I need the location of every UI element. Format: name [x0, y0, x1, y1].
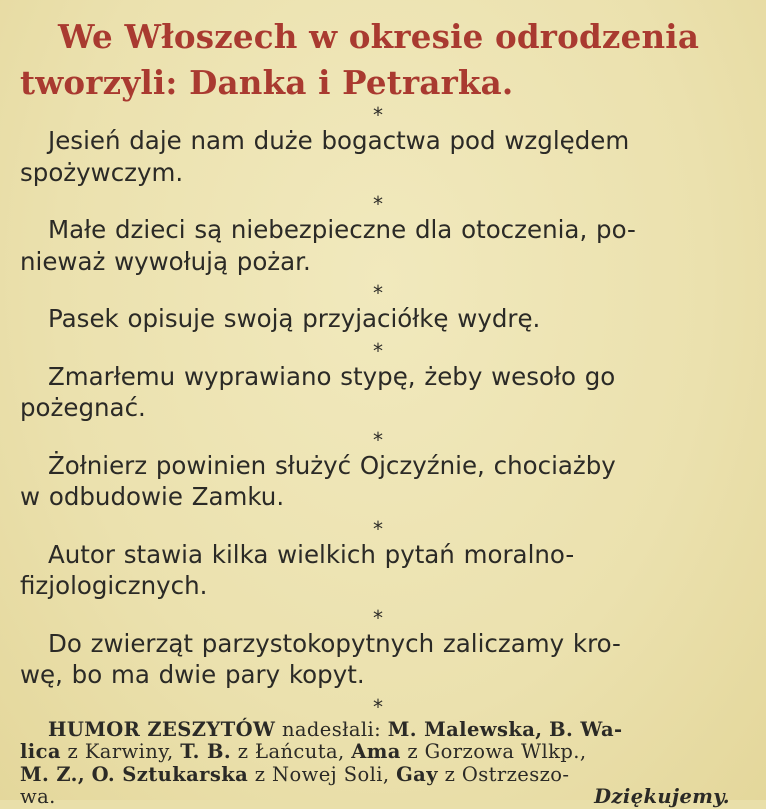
entry-line: wę, bo ma dwie pary kopyt.	[20, 660, 365, 689]
credits-line-4	[20, 786, 736, 809]
entry-line: w odbudowie Zamku.	[20, 482, 285, 511]
credits-line-2	[20, 741, 736, 764]
credits-name: B. Wa-	[549, 717, 623, 741]
separator-asterisk: *	[373, 192, 383, 216]
entry-line: Jesień daje nam duże bogactwa pod względem	[48, 126, 630, 155]
separator-asterisk: *	[373, 338, 383, 363]
credits-text: z Karwiny,	[67, 740, 174, 763]
credits-label: HUMOR ZESZYTÓW	[48, 717, 276, 741]
credits-name: M. Malewska,	[387, 717, 543, 741]
entry-line: Autor stawia kilka wielkich pytań moralno-	[48, 539, 575, 569]
entry-6	[20, 539, 736, 602]
credits-text: z Ostrzeszo-	[444, 762, 570, 786]
entry-line: pożegnać.	[20, 393, 146, 422]
credits-text: wa.	[20, 785, 56, 808]
separator-asterisk: *	[373, 281, 383, 305]
credits-line-3	[20, 764, 736, 787]
heading-line-1: We Włoszech w okresie odrodzenia	[58, 17, 700, 56]
entry-line: Pasek opisuje swoją przyjaciółkę wydrę.	[48, 304, 541, 333]
credits-name: lica	[20, 740, 61, 763]
credits-text: z Nowej Soli,	[254, 762, 390, 786]
entry-2	[20, 214, 736, 277]
entry-5	[20, 450, 736, 513]
separator-asterisk: *	[373, 605, 383, 630]
credits-name: T. B.	[180, 740, 232, 763]
credits-name: M. Z.,	[20, 762, 86, 786]
credits-text: nadesłali:	[281, 717, 382, 741]
entry-line: fizjologicznych.	[20, 571, 208, 600]
entry-line: Zmarłemu wyprawiano stypę, żeby wesoło go	[48, 361, 616, 391]
credits-text: z Gorzowa Wlkp.,	[407, 740, 587, 763]
separator-asterisk: *	[373, 103, 383, 127]
entry-line: Żołnierz powinien służyć Ojczyźnie, chociażby	[48, 450, 616, 480]
entry-line: Do zwierząt parzystokopytnych zaliczamy kro-	[48, 628, 621, 658]
separator-asterisk: *	[373, 516, 383, 541]
entry-7	[20, 628, 736, 691]
credits-name: O. Sztukarska	[91, 762, 249, 786]
separator-asterisk: *	[373, 427, 383, 452]
entry-3	[20, 303, 736, 335]
entry-line: spożywczym.	[20, 157, 184, 187]
heading	[20, 14, 736, 106]
credits-name: Gay	[396, 762, 438, 786]
credits-text: z Łańcuta,	[237, 740, 345, 763]
entry-4	[20, 361, 736, 424]
separator-asterisk: *	[373, 694, 383, 719]
thanks-signoff: Dziękujemy.	[594, 785, 730, 808]
credits-line-1	[20, 719, 736, 742]
entry-line: Małe dzieci są niebezpieczne dla otoczenia, po-	[48, 215, 636, 244]
credits-name: Ama	[351, 740, 401, 763]
credits	[20, 719, 736, 809]
heading-line-2: tworzyli: Danka i Petrarka.	[20, 63, 514, 102]
entry-1	[20, 125, 736, 188]
entry-line: nieważ wywołują pożar.	[20, 246, 311, 276]
